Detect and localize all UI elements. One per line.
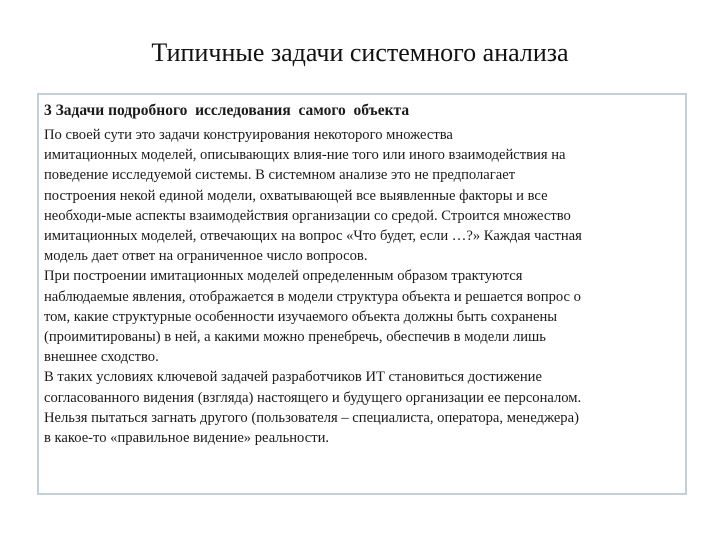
paragraph-2: При построении имитационных моделей определенным образом трактуются наблюдаемые явления, отображается в модели структура объекта и решается вопрос о том, какие структурные особенности изучаемого объекта должны быть сохранены (проимитированы) в ней, а какими можно пренебречь, обеспечив в модели лишь внешнее сходство. bbox=[44, 268, 581, 366]
section-heading: 3 Задачи подробного исследования самого объекта bbox=[44, 102, 410, 119]
slide-title: Типичные задачи системного анализа bbox=[151, 38, 569, 67]
paragraph-3: В таких условиях ключевой задачей разработчиков ИТ становиться достижение согласованного видения (взгляда) настоящего и будущего организации ее персоналом. Нельзя пытаться загнать другого (пользователя – специалиста, оператора, менеджера) в какое-то «правильное видение» реальности. bbox=[44, 369, 582, 447]
content-box bbox=[37, 93, 687, 495]
paragraph-1: По своей сути это задачи конструирования некоторого множества имитационных моделей, описывающих влия-ние того или иного взаимодействия на поведение исследуемой системы. В системном анализе это не предполагает построения некой единой модели, охватывающей все выявленные факторы и все необходи-мые аспекты взаимодействия организации со средой. Строится множество имитационных моделей, отвечающих на вопрос «Что будет, если …?» Каждая частная модель дает ответ на ограниченное число вопросов. bbox=[44, 127, 582, 265]
